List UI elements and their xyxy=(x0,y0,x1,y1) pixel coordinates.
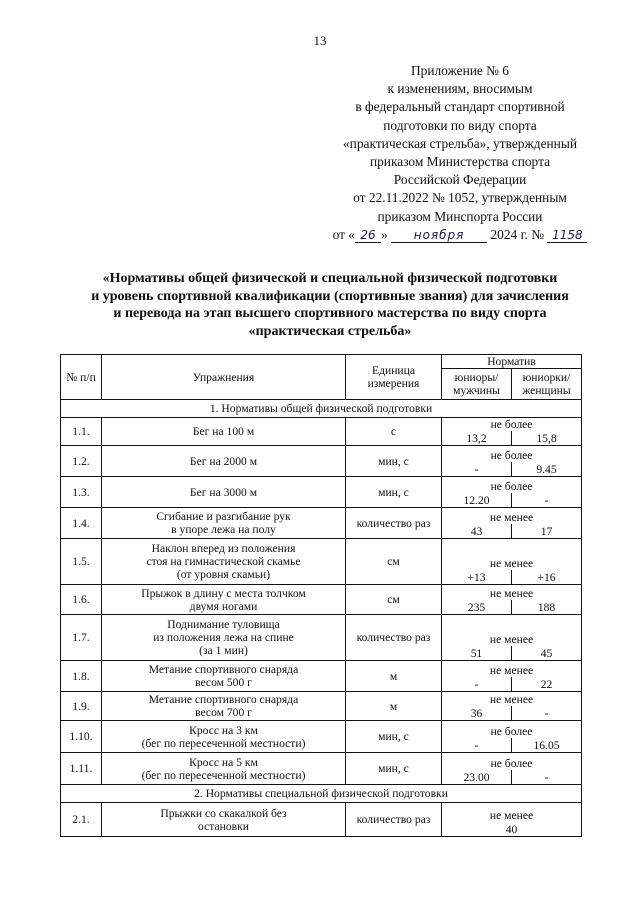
header-exercise: Упражнения xyxy=(102,355,346,400)
exercise-line: Метание спортивного снаряда xyxy=(148,693,299,706)
row-value-male: 51 xyxy=(442,646,512,661)
row-exercise xyxy=(102,692,346,721)
section-row xyxy=(61,400,582,418)
row-number: 1.10. xyxy=(61,721,102,753)
exercise-line: (от уровня скамьи) xyxy=(176,568,271,581)
header-juniors-female: юниорки/ женщины xyxy=(512,369,582,400)
row-unit: мин, с xyxy=(346,477,442,508)
row-number: 1.4. xyxy=(61,508,102,539)
header-unit: Единица измерения xyxy=(346,355,442,400)
appendix-date-line xyxy=(330,226,590,244)
row-value-male: +13 xyxy=(442,570,512,585)
standards-table xyxy=(60,354,582,837)
exercise-line: (за 1 мин) xyxy=(199,644,248,657)
row-exercise xyxy=(102,418,346,446)
row-unit: см xyxy=(346,585,442,615)
table-body xyxy=(61,400,582,837)
exercise-line: из положения лежа на спине xyxy=(153,631,294,644)
handwritten-month: ноября xyxy=(391,229,487,243)
exercise-line: (бег по пересеченной местности) xyxy=(141,736,306,750)
row-unit: мин, с xyxy=(346,446,442,477)
exercise-line: Метание спортивного снаряда xyxy=(148,663,299,676)
exercise-line: Наклон вперед из положения xyxy=(151,542,296,555)
row-value-male: - xyxy=(442,738,512,753)
table-row xyxy=(61,585,582,601)
table-row xyxy=(61,615,582,647)
exercise-line: Бег на 3000 м xyxy=(189,485,258,499)
exercise-line: Бег на 2000 м xyxy=(189,454,258,468)
row-value-female: 17 xyxy=(512,524,582,539)
table-row xyxy=(61,477,582,494)
row-exercise xyxy=(102,585,346,615)
row-value-female: 188 xyxy=(512,600,582,615)
header-norm: Норматив xyxy=(442,355,582,369)
row-exercise xyxy=(102,803,346,837)
row-exercise xyxy=(102,753,346,785)
row-value-female: - xyxy=(512,493,582,508)
exercise-line: двумя ногами xyxy=(189,599,258,613)
table-row xyxy=(61,753,582,771)
row-exercise xyxy=(102,539,346,585)
row-value-male: 43 xyxy=(442,524,512,539)
row-condition: не более xyxy=(442,477,582,494)
table-header-row xyxy=(61,355,582,369)
date-year: 2024 г. № xyxy=(490,226,545,242)
row-exercise xyxy=(102,508,346,539)
table-row xyxy=(61,418,582,432)
row-exercise xyxy=(102,615,346,661)
row-condition: не более xyxy=(442,721,582,739)
exercise-line: Поднимание туловища xyxy=(167,618,280,631)
row-value-female: 15,8 xyxy=(512,431,582,446)
row-unit: мин, с xyxy=(346,721,442,753)
row-value-female: 9.45 xyxy=(512,462,582,477)
appendix-line: Приложение № 6 xyxy=(410,63,510,78)
row-value-female: - xyxy=(512,706,582,721)
row-value-male: - xyxy=(442,677,512,692)
row-unit: количество раз xyxy=(346,615,442,661)
row-unit: мин, с xyxy=(346,753,442,785)
row-number: 1.11. xyxy=(61,753,102,785)
appendix-header xyxy=(330,62,590,244)
row-value-female: 16.05 xyxy=(512,738,582,753)
appendix-line: Российской Федерации xyxy=(393,172,527,188)
appendix-line: приказом Минспорта России xyxy=(377,208,543,224)
row-condition: не более xyxy=(442,753,582,771)
row-number: 1.3. xyxy=(61,477,102,508)
appendix-line: в федеральный стандарт спортивной xyxy=(355,99,565,115)
row-condition: не менее xyxy=(442,692,582,707)
table-row xyxy=(61,661,582,678)
appendix-line: подготовки по виду спорта xyxy=(383,117,537,133)
handwritten-order-number: 1158 xyxy=(547,229,587,243)
row-condition: не менее xyxy=(442,615,582,647)
row-value-female: 45 xyxy=(512,646,582,661)
row-unit: количество раз xyxy=(346,803,442,837)
document-title xyxy=(40,270,620,340)
exercise-line: Сгибание и разгибание рук xyxy=(156,510,291,523)
exercise-line: в упоре лежа на полу xyxy=(171,523,276,536)
table-row xyxy=(61,692,582,707)
row-value-female: +16 xyxy=(512,570,582,585)
date-prefix: от « xyxy=(332,226,356,242)
row-condition: не менее xyxy=(442,539,582,571)
row-value-male: 36 xyxy=(442,706,512,721)
section-row xyxy=(61,785,582,803)
row-value-female: - xyxy=(512,770,582,785)
row-unit: м xyxy=(346,692,442,721)
table-row xyxy=(61,721,582,739)
row-condition: не менее xyxy=(442,803,582,823)
handwritten-day: 26 xyxy=(355,229,381,243)
row-condition: не более xyxy=(442,418,582,432)
header-num: № п/п xyxy=(61,355,102,400)
table-row xyxy=(61,446,582,463)
table-row xyxy=(61,539,582,571)
page-number: 13 xyxy=(313,33,327,48)
row-number: 1.1. xyxy=(61,418,102,446)
exercise-line: Кросс на 5 км xyxy=(189,755,258,769)
title-line: и перевода на этап высшего спортивного мастерства по виду спорта xyxy=(113,306,547,321)
section-title: 2. Нормативы специальной физической подготовки xyxy=(61,785,582,803)
row-value-male: 12.20 xyxy=(442,493,512,508)
table-row xyxy=(61,508,582,525)
section-title: 1. Нормативы общей физической подготовки xyxy=(61,400,582,418)
row-condition: не более xyxy=(442,446,582,463)
title-line: «Нормативы общей физической и специальной физической подготовки xyxy=(102,271,558,286)
exercise-line: весом 700 г xyxy=(195,706,252,719)
row-value-male: 235 xyxy=(442,600,512,615)
row-value-both: 40 xyxy=(442,822,582,837)
exercise-line: стоя на гимнастической скамье xyxy=(146,555,301,568)
row-value-male: 13,2 xyxy=(442,431,512,446)
header-juniors-male: юниоры/ мужчины xyxy=(442,369,512,400)
row-condition: не менее xyxy=(442,508,582,525)
date-mid: » xyxy=(381,226,388,242)
exercise-line: Бег на 100 м xyxy=(192,425,255,438)
row-number: 1.8. xyxy=(61,661,102,692)
row-value-male: 23.00 xyxy=(442,770,512,785)
row-number: 1.7. xyxy=(61,615,102,661)
title-line: «практическая стрельба» xyxy=(248,323,412,339)
exercise-line: остановки xyxy=(198,819,249,833)
exercise-line: Кросс на 3 км xyxy=(189,723,258,737)
row-number: 1.5. xyxy=(61,539,102,585)
row-number: 1.6. xyxy=(61,585,102,615)
appendix-line: «практическая стрельба», утвержденный xyxy=(342,135,578,151)
row-value-male: - xyxy=(442,462,512,477)
row-unit: с xyxy=(346,418,442,446)
row-number: 1.2. xyxy=(61,446,102,477)
row-value-female: 22 xyxy=(512,677,582,692)
exercise-line: весом 500 г xyxy=(195,676,252,689)
row-unit: м xyxy=(346,661,442,692)
row-condition: не менее xyxy=(442,585,582,601)
row-unit: см xyxy=(346,539,442,585)
row-number: 2.1. xyxy=(61,803,102,837)
appendix-line: приказом Министерства спорта xyxy=(369,154,551,170)
table-row xyxy=(61,803,582,823)
row-number: 1.9. xyxy=(61,692,102,721)
row-condition: не менее xyxy=(442,661,582,678)
row-exercise xyxy=(102,661,346,692)
row-unit: количество раз xyxy=(346,508,442,539)
row-exercise xyxy=(102,477,346,508)
exercise-line: Прыжки со скакалкой без xyxy=(160,806,287,820)
appendix-line: от 22.11.2022 № 1052, утвержденным xyxy=(353,190,567,206)
exercise-line: (бег по пересеченной местности) xyxy=(141,768,306,782)
exercise-line: Прыжок в длину с места толчком xyxy=(141,586,306,600)
row-exercise xyxy=(102,446,346,477)
row-exercise xyxy=(102,721,346,753)
appendix-line: к изменениям, вносимым xyxy=(387,81,533,97)
title-line: и уровень спортивной квалификации (спортивные звания) для зачисления xyxy=(91,288,569,304)
